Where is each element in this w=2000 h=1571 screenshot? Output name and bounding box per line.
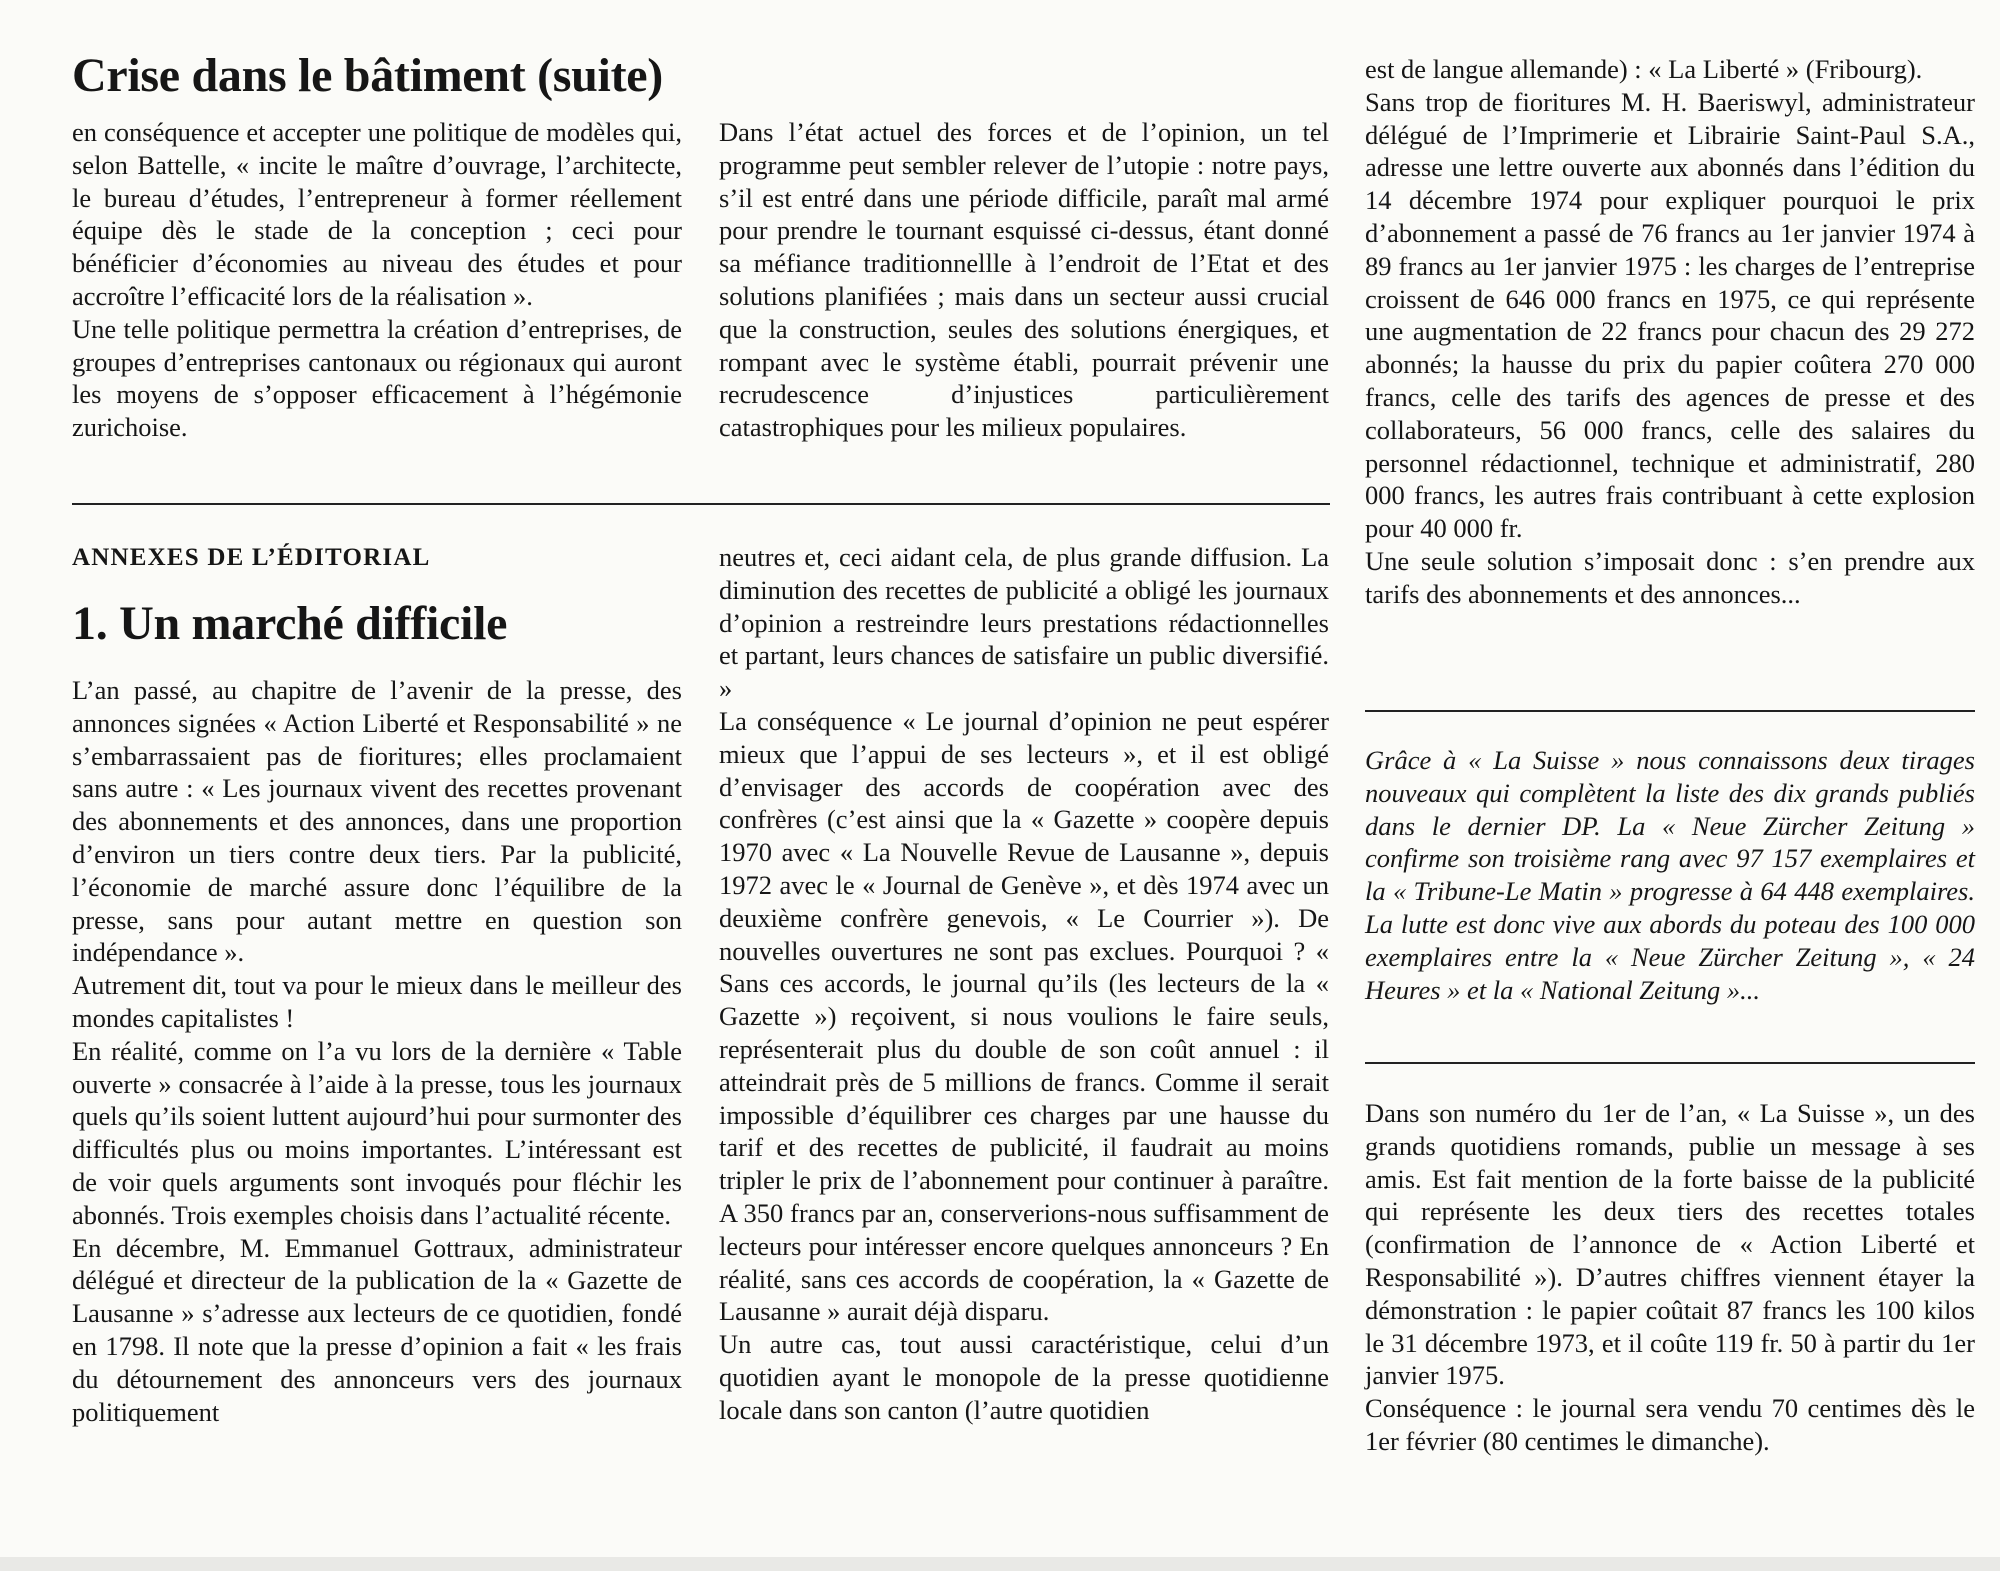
paragraph: En réalité, comme on l’a vu lors de la dernière « Table ouverte » consacrée à l’aide à la presse, tous les journaux quels qu’ils soient luttent aujourd’hui pour surmonter des difficultés plus ou moins importantes. L’intéressant est de voir quels arguments sont invoqués pour fléchir les abonnés. Trois exemples choisis dans l’actualité récente. bbox=[72, 1035, 682, 1230]
paragraph: Une seule solution s’imposait donc : s’en prendre aux tarifs des abonnements et des annonces... bbox=[1365, 545, 1975, 609]
paragraph: Autrement dit, tout va pour le mieux dans le meilleur des mondes capitalistes ! bbox=[72, 970, 682, 1033]
right-column-block-2 bbox=[1365, 1097, 1975, 1458]
paragraph: Dans l’état actuel des forces et de l’opinion, un tel programme peut sembler relever de l’utopie : notre pays, s’il est entré dans une période difficile, paraît mal armé pour prendre le tournant esquissé ci-dessus, étant donné sa méfiance traditionnellle à l’endroit de l’Etat et des solutions planifiées ; mais dans un secteur aussi crucial que la construction, seules des solutions énergiques, et rompant avec le système établi, pourrait prévenir une recrudescence d’injustices particulièrement catastrophiques pour les milieux populaires. bbox=[719, 117, 1329, 443]
paragraph: Un autre cas, tout aussi caractéristique, celui d’un quotidien ayant le monopole de la presse quotidienne locale dans son canton (l’autre quotidien bbox=[719, 1329, 1329, 1425]
paragraph: La conséquence « Le journal d’opinion ne peut espérer mieux que l’appui de ses lecteurs », et il est obligé d’envisager des accords de coopération avec des confrères (c’est ainsi que la « Gazette » coopère depuis 1970 avec « La Nouvelle Revue de Lausanne », depuis 1972 avec le « Journal de Genève », et dès 1974 avec un deuxième confrère genevois, « Le Courrier »). De nouvelles ouvertures ne sont pas exclues. Pourquoi ? « Sans ces accords, le journal qu’ils (les lecteurs de la « Gazette ») reçoivent, si nous voulions le faire seuls, représenterait plus du double de son coût annuel : il atteindrait près de 5 millions de francs. Comme il serait impossible d’équilibrer ces charges par une hausse du tarif et des recettes de publicité, il faudrait au moins tripler le prix de l’abonnement pour continuer à paraître. A 350 francs par an, conserverions-nous suffisamment de lecteurs pour intéresser encore quelques annonceurs ? En réalité, sans ces accords de coopération, la « Gazette de Lausanne » aurait déjà disparu. bbox=[719, 705, 1329, 1327]
paragraph: En décembre, M. Emmanuel Gottraux, administrateur délégué et directeur de la publication de la « Gazette de Lausanne » s’adresse aux lecteurs de ce quotidien, fondé en 1798. Il note que la presse d’opinion a fait « les frais du détournement des annonceurs vers des journaux politiquement bbox=[72, 1232, 682, 1427]
editorial-note bbox=[1365, 744, 1975, 1006]
paragraph: Sans trop de fioritures M. H. Baeriswyl, administrateur délégué de l’Imprimerie et Librairie Saint-Paul S.A., adresse une lettre ouverte aux abonnés dans l’édition du 14 décembre 1974 pour expliquer pourquoi le prix d’abonnement a passé de 76 francs au 1er janvier 1974 à 89 francs au 1er janvier 1975 : les charges de l’entreprise croissent de 646 000 francs en 1975, ce qui représente une augmentation de 22 francs pour chacun des 29 272 abonnés; la hausse du prix du papier coûtera 270 000 francs, celle des tarifs des agences de presse et des collaborateurs, 56 000 francs, celle des salaires du personnel rédactionnel, technique et administratif, 280 000 francs, les autres frais contribuant à cette explosion pour 40 000 fr. bbox=[1365, 86, 1975, 544]
top-column-1 bbox=[72, 116, 682, 444]
right-column-block-1 bbox=[1365, 53, 1975, 611]
note-paragraph: Grâce à « La Suisse » nous connaissons deux tirages nouveaux qui complètent la liste des dix grands publiés dans le dernier DP. La « Neue Zürcher Zeitung » confirme son troisième rang avec 97 157 exemplaires et la « Tribune-Le Matin » progresse à 64 448 exemplaires. La lutte est donc vive aux abords du poteau des 100 000 exemplaires entre la « Neue Zürcher Zeitung », « 24 Heures » et la « National Zeitung »... bbox=[1365, 745, 1975, 1005]
annexes-column-1 bbox=[72, 674, 682, 1428]
paragraph: Conséquence : le journal sera vendu 70 centimes dès le 1er février (80 centimes le dimanche). bbox=[1365, 1393, 1975, 1456]
article-title: Crise dans le bâtiment (suite) bbox=[72, 49, 663, 102]
top-column-2 bbox=[719, 116, 1329, 444]
paragraph: L’an passé, au chapitre de l’avenir de la presse, des annonces signées « Action Liberté et Responsabilité » ne s’embarrassaient pas de fioritures; elles proclamaient sans autre : « Les journaux vivent des recettes provenant des abonnements et des annonces, dans une proportion d’environ un tiers contre deux tiers. Par la publicité, l’économie de marché assure donc l’équilibre de la presse, sans pour autant mettre en question son indépendance ». bbox=[72, 675, 682, 968]
section-kicker: ANNEXES DE L’ÉDITORIAL bbox=[72, 544, 431, 571]
annexes-column-2 bbox=[719, 541, 1329, 1427]
paragraph: Une telle politique permettra la création d’entreprises, de groupes d’entreprises cantonaux ou régionaux qui auront les moyens de s’opposer efficacement à l’hégémonie zurichoise. bbox=[72, 313, 682, 443]
paragraph: en conséquence et accepter une politique de modèles qui, selon Battelle, « incite le maître d’ouvrage, l’architecte, le bureau d’études, l’entrepreneur à former réellement équipe dès le stade de la conception ; ceci pour bénéficier d’économies au niveau des études et pour accroître l’efficacité lors de la réalisation ». bbox=[72, 117, 682, 311]
page-edge bbox=[0, 1557, 2000, 1571]
note-divider-top bbox=[1365, 710, 1975, 712]
section-divider bbox=[72, 503, 1330, 505]
paragraph: neutres et, ceci aidant cela, de plus grande diffusion. La diminution des recettes de publicité a obligé les journaux d’opinion a restreindre leurs prestations rédactionnelles et partant, leurs chances de satisfaire un public diversifié. » bbox=[719, 542, 1329, 704]
note-divider-bottom bbox=[1365, 1062, 1975, 1064]
paragraph: est de langue allemande) : « La Liberté » (Fribourg). bbox=[1365, 54, 1923, 84]
section-title: 1. Un marché difficile bbox=[72, 597, 508, 650]
paragraph: Dans son numéro du 1er de l’an, « La Suisse », un des grands quotidiens romands, publie un message à ses amis. Est fait mention de la forte baisse de la publicité qui représente les deux tiers des recettes totales (confirmation de l’annonce de « Action Liberté et Responsabilité »). D’autres chiffres viennent étayer la démonstration : le papier coûtait 87 francs les 100 kilos le 31 décembre 1973, et il coûte 119 fr. 50 à partir du 1er janvier 1975. bbox=[1365, 1098, 1975, 1391]
